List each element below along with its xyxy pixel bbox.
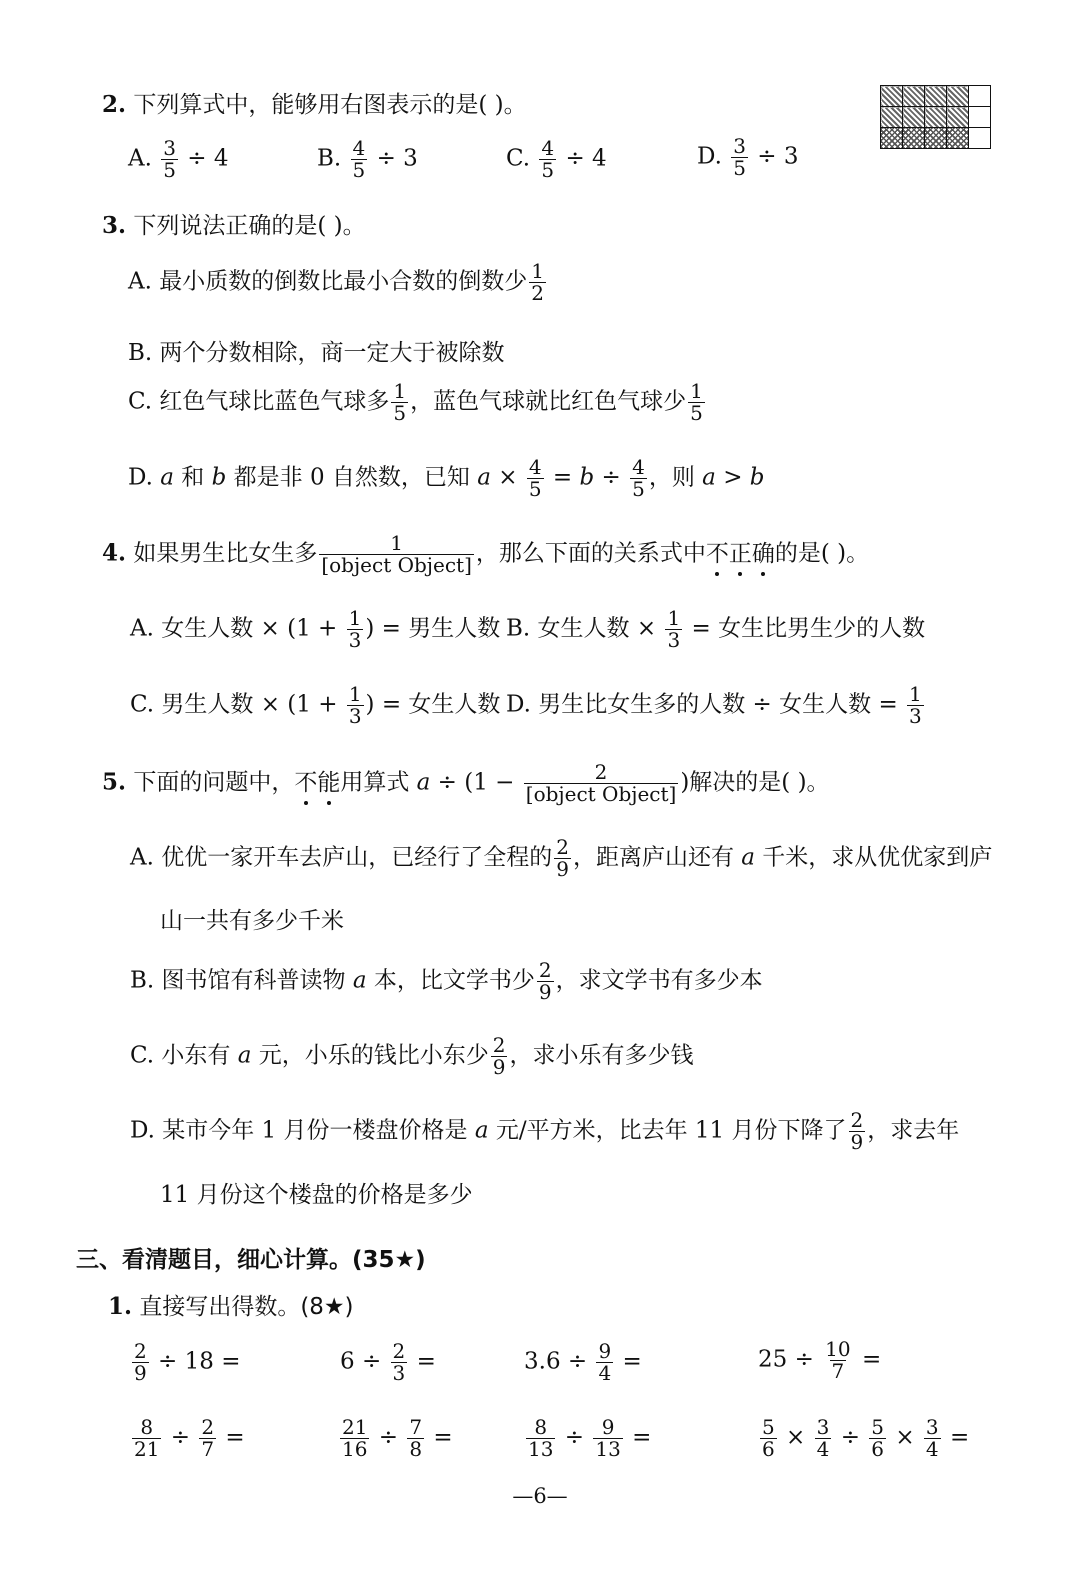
denominator: 9 — [134, 1361, 147, 1385]
fraction — [526, 1417, 555, 1460]
variable: b — [579, 464, 595, 491]
numerator: 2 — [538, 958, 552, 982]
option-text: ，求去年 — [867, 1117, 960, 1144]
calc-item[interactable] — [338, 1417, 453, 1460]
numerator: 8 — [140, 1415, 154, 1439]
option-label: D. — [506, 691, 531, 718]
numerator: 2 — [594, 760, 608, 784]
option-label: D. — [697, 143, 722, 170]
q3-option-b[interactable] — [128, 334, 505, 367]
operator: × — [786, 1424, 806, 1451]
q3-option-c[interactable] — [128, 381, 707, 424]
page-number: —6— — [512, 1484, 568, 1508]
denominator: 6 — [762, 1437, 775, 1461]
fraction — [351, 138, 368, 181]
option-tail: ÷ 3 — [376, 145, 418, 172]
section-title: 三、看清题目，细心计算。 — [76, 1246, 352, 1273]
q5-option-d-line2: 11 月份这个楼盘的价格是多少 — [160, 1182, 473, 1208]
numerator: 2 — [201, 1415, 215, 1439]
q5-stem-part: ÷ (1 − — [430, 769, 522, 796]
fraction — [347, 608, 364, 651]
fraction — [199, 1417, 216, 1460]
fraction — [132, 1417, 161, 1460]
denominator: 5 — [163, 158, 176, 182]
fraction-grid-figure — [880, 85, 991, 149]
operator: × — [895, 1424, 915, 1451]
denominator: 16 — [342, 1437, 368, 1461]
q2-stem: 下列算式中，能够用右图表示的是( )。 — [133, 92, 527, 118]
variable: a — [474, 1117, 489, 1144]
option-text: 千米，求从优优家到庐 — [755, 844, 993, 871]
fraction — [823, 1339, 852, 1382]
q2-stem-line — [102, 93, 527, 117]
fraction — [688, 381, 705, 424]
operator: = — [545, 464, 580, 491]
calc-rest: = — [632, 1424, 652, 1451]
fraction — [491, 1035, 508, 1078]
q3-option-a[interactable] — [128, 261, 548, 304]
fraction — [849, 1110, 866, 1153]
fraction — [596, 1341, 613, 1384]
denominator: 3 — [667, 628, 681, 652]
option-text: 男生比女生多的人数 ÷ 女生人数 = — [538, 691, 906, 718]
numerator: 2 — [492, 1033, 506, 1057]
option-text: 小东有 — [161, 1042, 238, 1069]
q2-option-b[interactable] — [317, 138, 418, 181]
calc-rest: = — [225, 1424, 245, 1451]
q5-stem-part: )解决的是( )。 — [680, 769, 830, 796]
fraction — [347, 684, 364, 727]
option-label: B. — [317, 145, 342, 172]
variable: a — [352, 967, 367, 994]
denominator: 9 — [538, 980, 552, 1004]
fraction — [593, 1417, 622, 1460]
numerator: 1 — [348, 682, 362, 706]
option-tail: ÷ 4 — [187, 145, 229, 172]
q5-stem-part: 下面的问题中， — [133, 769, 295, 796]
option-text: 两个分数相除，商一定大于被除数 — [159, 340, 505, 366]
fraction — [524, 762, 679, 805]
denominator: 21 — [134, 1437, 160, 1461]
option-tail: ÷ 4 — [565, 145, 607, 172]
q4-option-a[interactable] — [130, 608, 500, 651]
fraction — [529, 261, 546, 304]
numerator: 3 — [925, 1415, 939, 1439]
calc-rest: = — [416, 1348, 436, 1375]
fraction — [665, 608, 682, 651]
q5-stem-part: 用算式 — [340, 769, 417, 796]
calc-pre: 6 ÷ — [340, 1348, 382, 1375]
fraction — [537, 960, 554, 1003]
denominator: 4 — [925, 1437, 939, 1461]
fraction — [319, 533, 474, 576]
calc-pre: 3.6 ÷ — [524, 1348, 588, 1375]
option-text: 男生人数 × (1 + — [161, 691, 345, 718]
option-text: ，则 — [648, 464, 703, 491]
option-text: ) = 男生人数 — [365, 615, 501, 642]
option-text: 女生人数 × — [537, 615, 664, 642]
numerator: 2 — [556, 835, 569, 859]
fraction — [869, 1417, 886, 1460]
option-label: A. — [128, 268, 152, 295]
option-text: 红色气球比蓝色气球多 — [159, 388, 390, 415]
q2-option-c[interactable] — [506, 138, 607, 181]
option-text: 某市今年 1 月份一楼盘价格是 — [162, 1117, 475, 1144]
option-label: B. — [130, 967, 155, 994]
denominator: 5 — [541, 158, 555, 182]
option-label: B. — [506, 615, 531, 642]
variable: b — [211, 464, 227, 491]
fraction — [340, 1417, 369, 1460]
option-text: ，距离庐山还有 — [572, 844, 742, 871]
numerator: 9 — [598, 1339, 612, 1363]
fraction — [391, 1341, 408, 1384]
variable: b — [749, 464, 765, 491]
operator: × — [490, 464, 525, 491]
numerator: 2 — [134, 1339, 147, 1363]
calc-rest: = — [861, 1346, 882, 1373]
denominator: 5 — [528, 477, 542, 501]
numerator: 10 — [825, 1337, 851, 1361]
option-text: 元/平方米，比去年 11 月份下降了 — [488, 1117, 847, 1144]
denominator: 9 — [492, 1055, 506, 1079]
fraction — [630, 457, 647, 500]
operator: ÷ — [378, 1424, 399, 1451]
section-score: (35★) — [352, 1247, 426, 1273]
option-label: C. — [128, 388, 153, 415]
numerator: 4 — [352, 136, 366, 160]
option-label: B. — [128, 340, 153, 366]
fraction — [907, 684, 924, 727]
denominator: 13 — [528, 1437, 554, 1461]
option-label: C. — [130, 691, 155, 718]
numerator: 4 — [632, 455, 645, 479]
q5-number: 5. — [102, 768, 127, 796]
variable: a — [741, 844, 755, 871]
denominator: [object Object] — [321, 553, 472, 577]
q4-stem-part: 的是( )。 — [774, 540, 870, 567]
q3-number: 3. — [102, 212, 127, 239]
q5-option-b[interactable] — [130, 960, 763, 1003]
fraction — [132, 1341, 149, 1384]
option-text: = 女生比男生少的人数 — [684, 615, 926, 642]
denominator: 7 — [831, 1359, 845, 1383]
fraction — [924, 1417, 941, 1460]
fraction — [527, 457, 544, 500]
option-label: A. — [130, 615, 154, 642]
variable: a — [477, 464, 491, 491]
option-tail: ÷ 3 — [757, 143, 799, 170]
fraction — [815, 1417, 832, 1460]
fraction — [731, 136, 748, 179]
calc-item[interactable] — [130, 1341, 240, 1384]
operator: > — [715, 464, 750, 491]
numerator: 1 — [909, 682, 922, 706]
q5-option-a[interactable] — [130, 837, 992, 880]
option-label: A. — [128, 145, 152, 172]
calc-1-score: (8★) — [300, 1294, 354, 1320]
q3-stem: 下列说法正确的是( )。 — [133, 213, 366, 239]
operator: ÷ — [564, 1424, 585, 1451]
numerator: 1 — [393, 379, 407, 403]
denominator: 9 — [850, 1130, 864, 1154]
q3-option-d[interactable] — [128, 457, 765, 500]
numerator: 1 — [667, 606, 681, 630]
option-text: 本，比文学书少 — [366, 967, 535, 994]
denominator: 4 — [598, 1361, 612, 1385]
numerator: 5 — [762, 1415, 775, 1439]
calc-pre: 25 ÷ — [758, 1346, 814, 1373]
denominator: 3 — [392, 1361, 406, 1385]
option-text: 和 — [173, 464, 212, 491]
calc-item[interactable] — [524, 1417, 651, 1460]
q4-option-b[interactable] — [506, 608, 925, 651]
option-text: ，求小乐有多少钱 — [509, 1042, 694, 1069]
fraction — [539, 138, 556, 181]
numerator: 8 — [534, 1415, 548, 1439]
emphasis-char: 确 — [751, 540, 775, 567]
calc-item[interactable] — [758, 1339, 881, 1382]
option-label: D. — [130, 1117, 155, 1144]
numerator: 1 — [690, 379, 703, 403]
q4-number: 4. — [102, 539, 127, 567]
denominator: 2 — [531, 281, 544, 305]
option-text: 元，小乐的钱比小东少 — [251, 1042, 489, 1069]
q5-stem-line — [102, 762, 830, 805]
calc-item[interactable] — [130, 1417, 245, 1460]
calc-rest: = — [433, 1424, 453, 1451]
calc-rest: ÷ 18 = — [158, 1348, 241, 1375]
denominator: 3 — [348, 704, 362, 728]
denominator: 3 — [348, 628, 362, 652]
denominator: 5 — [632, 477, 645, 501]
calc-1-title: 直接写出得数。 — [139, 1294, 301, 1320]
calc-rest: = — [949, 1424, 970, 1451]
denominator: 4 — [816, 1437, 830, 1461]
option-text: ) = 女生人数 — [365, 691, 501, 718]
fraction — [407, 1417, 424, 1460]
q4-stem-line — [102, 533, 869, 576]
numerator: 21 — [342, 1415, 368, 1439]
numerator: 2 — [392, 1339, 406, 1363]
operator: ÷ — [594, 464, 629, 491]
q3-stem-line — [102, 214, 366, 238]
emphasis-char: 不 — [294, 769, 318, 796]
numerator: 1 — [390, 531, 403, 555]
q2-option-a[interactable] — [128, 138, 229, 181]
denominator: 6 — [871, 1437, 885, 1461]
numerator: 9 — [601, 1415, 615, 1439]
denominator: 5 — [733, 156, 746, 180]
q2-number: 2. — [102, 91, 127, 118]
section-3-heading — [76, 1248, 426, 1272]
numerator: 4 — [528, 455, 542, 479]
option-text: ，求文学书有多少本 — [555, 967, 763, 994]
numerator: 3 — [163, 136, 176, 160]
q4-stem-part: 如果男生比女生多 — [133, 540, 318, 567]
calc-rest: = — [622, 1348, 642, 1375]
q5-option-a-line2: 山一共有多少千米 — [160, 908, 344, 934]
option-label: C. — [506, 145, 531, 172]
q4-stem-part: ，那么下面的关系式中 — [475, 540, 706, 567]
q2-option-d[interactable] — [697, 136, 799, 179]
option-text: 图书馆有科普读物 — [161, 967, 353, 994]
numerator: 3 — [816, 1415, 830, 1439]
denominator: 7 — [201, 1437, 215, 1461]
q5-option-d[interactable] — [130, 1110, 959, 1153]
emphasis-char: 能 — [317, 769, 341, 796]
q5-option-c[interactable] — [130, 1035, 693, 1078]
variable: a — [416, 769, 431, 796]
denominator: 5 — [352, 158, 366, 182]
option-label: A. — [130, 844, 154, 871]
fraction — [554, 837, 571, 880]
numerator: 4 — [541, 136, 555, 160]
q4-option-c[interactable] — [130, 684, 500, 727]
option-label: C. — [130, 1042, 155, 1069]
numerator: 5 — [871, 1415, 885, 1439]
calc-item[interactable] — [524, 1341, 642, 1384]
option-text: 最小质数的倒数比最小合数的倒数少 — [159, 268, 528, 295]
operator: ÷ — [170, 1424, 191, 1451]
fraction — [760, 1417, 777, 1460]
calc-item[interactable] — [758, 1417, 969, 1460]
numerator: 2 — [850, 1108, 864, 1132]
emphasis-char: 不 — [705, 540, 729, 567]
denominator: 13 — [595, 1437, 621, 1461]
denominator: [object Object] — [525, 782, 677, 806]
variable: a — [237, 1042, 252, 1069]
denominator: 8 — [409, 1437, 423, 1461]
variable: a — [702, 464, 716, 491]
q4-option-d[interactable] — [506, 684, 926, 727]
fraction — [391, 381, 408, 424]
option-text: ，蓝色气球就比红色气球少 — [410, 388, 687, 415]
denominator: 5 — [690, 401, 703, 425]
fraction — [161, 138, 178, 181]
denominator: 9 — [556, 857, 569, 881]
option-text: 女生人数 × (1 + — [161, 615, 345, 642]
calc-1-number: 1. — [108, 1293, 133, 1320]
option-text: 优优一家开车去庐山，已经行了全程的 — [161, 844, 553, 871]
numerator: 3 — [733, 134, 746, 158]
calc-item[interactable] — [340, 1341, 436, 1384]
variable: a — [160, 464, 174, 491]
numerator: 1 — [531, 259, 544, 283]
numerator: 1 — [348, 606, 362, 630]
calc-1-heading — [108, 1295, 354, 1319]
option-text: 都是非 0 自然数，已知 — [226, 464, 478, 491]
numerator: 7 — [409, 1415, 423, 1439]
denominator: 5 — [393, 401, 407, 425]
operator: ÷ — [840, 1424, 860, 1451]
emphasis-char: 正 — [728, 540, 752, 567]
option-label: D. — [128, 464, 153, 491]
denominator: 3 — [909, 704, 922, 728]
